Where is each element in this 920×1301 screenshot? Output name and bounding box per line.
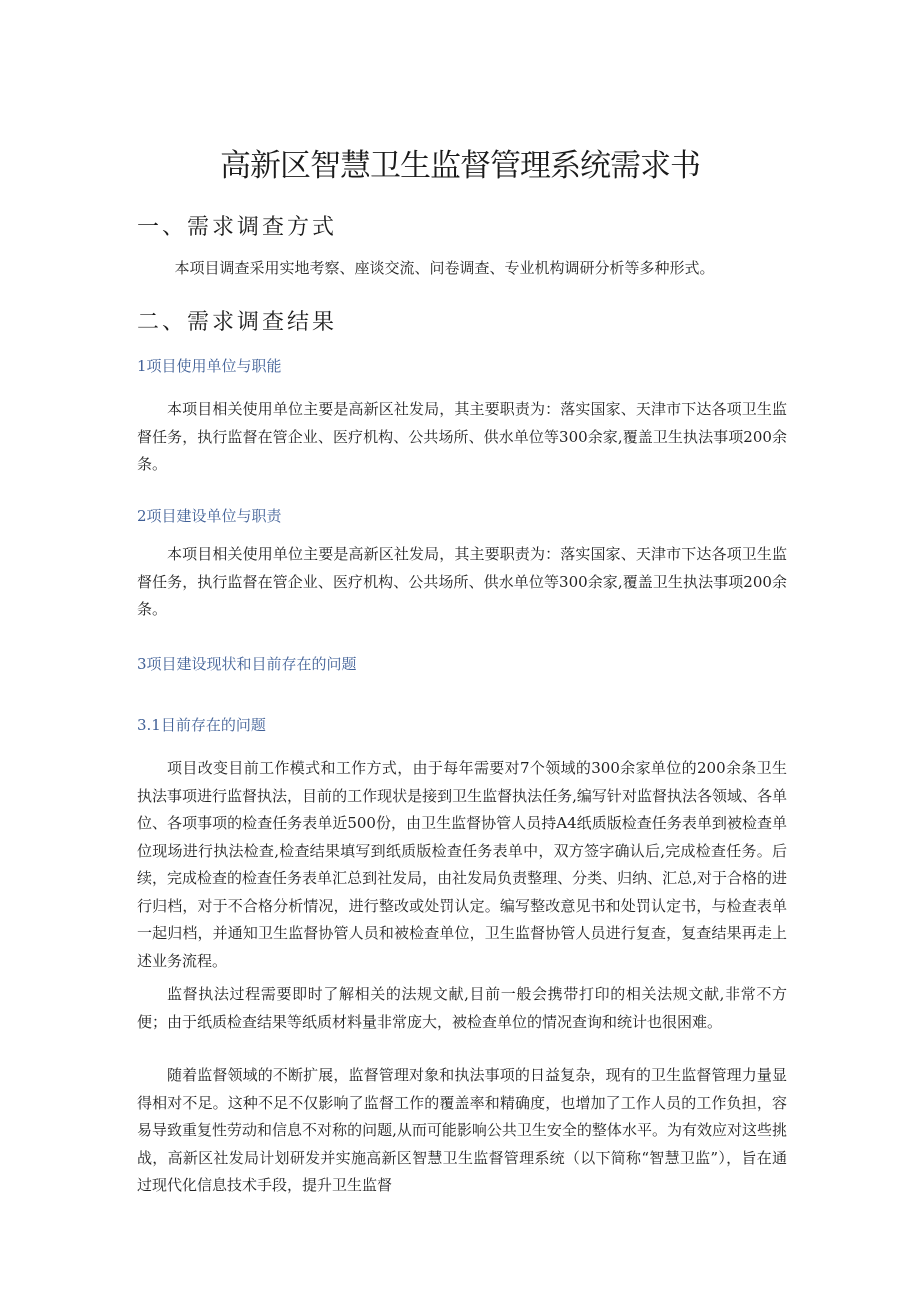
document-title: 高新区智慧卫生监督管理系统需求书 [220,148,700,184]
subheading-user-unit: 1项目使用单位与职能 [137,357,282,375]
subheading-existing-problems: 3.1目前存在的问题 [137,716,266,734]
paragraph-problems-2: 监督执法过程需要即时了解相关的法规文献,目前一般会携带打印的相关法规文献,非常不方便；由于纸质检查结果等纸质材料量非常庞大，被检查单位的情况查询和统计也很困难。 [137,985,787,1031]
section-heading-survey-method: 一、需求调查方式 [137,215,338,240]
subheading-construction-unit: 2项目建设单位与职责 [137,507,282,525]
subheading-current-status: 3项目建设现状和目前存在的问题 [137,655,357,673]
paragraph-survey-method: 本项目调查采用实地考察、座谈交流、问卷调查、专业机构调研分析等多种形式。 [174,259,715,277]
paragraph-problems-1: 项目改变目前工作模式和工作方式，由于每年需要对7个领域的300余家单位的200余条卫生执法事项进行监督执法，目前的工作现状是接到卫生监督执法任务,编写针对监督执法各领域、各单位、各项事项的检查任务表单近500份，由卫生监督协管人员持A4纸质版检查任务表单到被检查单位现场进行执法检查,检查结果填写到纸质版检查任务表单中，双方签字确认后,完成检查任务。后续，完成检查的检查任务表单汇总到社发局，由社发局负责整理、分类、归纳、汇总,对于合格的进行归档，对于不合格分析情况，进行整改或处罚认定。编写整改意见书和处罚认定书，与检查表单一起归档，并通知卫生监督协管人员和被检查单位，卫生监督协管人员进行复查，复查结果再走上述业务流程。 [137,759,787,970]
paragraph-construction-unit: 本项目相关使用单位主要是高新区社发局，其主要职责为：落实国家、天津市下达各项卫生监督任务，执行监督在管企业、医疗机构、公共场所、供水单位等300余家,覆盖卫生执法事项200余条。 [137,545,787,618]
section-heading-survey-results: 二、需求调查结果 [137,310,338,335]
paragraph-user-unit: 本项目相关使用单位主要是高新区社发局，其主要职责为：落实国家、天津市下达各项卫生监督任务，执行监督在管企业、医疗机构、公共场所、供水单位等300余家,覆盖卫生执法事项200余条。 [137,400,787,473]
paragraph-problems-3: 随着监督领域的不断扩展，监督管理对象和执法事项的日益复杂，现有的卫生监督管理力量显得相对不足。这种不足不仅影响了监督工作的覆盖率和精确度，也增加了工作人员的工作负担，容易导致重复性劳动和信息不对称的问题,从而可能影响公共卫生安全的整体水平。为有效应对这些挑战，高新区社发局计划研发并实施高新区智慧卫生监督管理系统（以下简称“智慧卫监”），旨在通过现代化信息技术手段，提升卫生监督 [137,1066,787,1194]
